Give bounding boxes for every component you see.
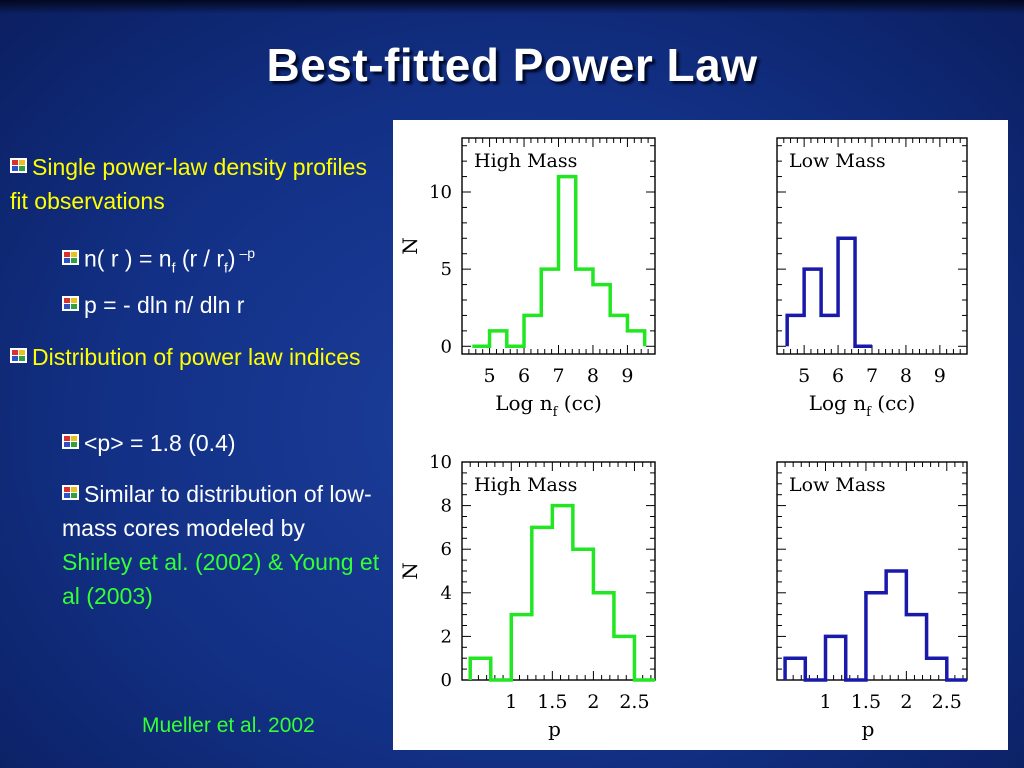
square-bullet-icon — [10, 158, 27, 173]
x-tick-label: 8 — [586, 365, 600, 387]
histogram-figure — [393, 120, 1008, 750]
bullet-text: <p> = 1.8 (0.4) — [84, 430, 236, 456]
panel-label: Low Mass — [789, 150, 886, 172]
panel-label: Low Mass — [789, 474, 886, 496]
slide-title: Best-fitted Power Law — [266, 39, 758, 91]
bullet-density-formula — [62, 236, 392, 284]
formula-superscript: –p — [235, 245, 256, 261]
x-axis-label: p — [548, 717, 561, 741]
x-tick-label: 2.5 — [619, 691, 650, 713]
bullet-distribution — [10, 340, 390, 374]
x-tick-label: 6 — [832, 365, 845, 387]
x-tick-label: 7 — [552, 365, 565, 387]
bullet-mean-p — [62, 426, 392, 460]
x-tick-label: 1.5 — [850, 691, 882, 713]
x-tick-label: 5 — [798, 365, 811, 387]
x-tick-label: 2.5 — [931, 691, 962, 713]
x-tick-label: 7 — [865, 365, 879, 387]
formula-part: n( r ) = n — [84, 245, 172, 272]
x-tick-label: 1.5 — [537, 691, 568, 713]
bullet-similar-distribution — [62, 477, 380, 613]
citation: Mueller et al. 2002 — [142, 714, 315, 737]
y-tick-label: 6 — [440, 539, 452, 561]
top-band — [0, 0, 1024, 14]
y-tick-label: 4 — [440, 582, 452, 604]
y-tick-label: 10 — [429, 182, 452, 203]
square-bullet-icon — [10, 348, 27, 363]
x-axis-label: p — [861, 717, 875, 741]
bullet-single-power-law — [10, 150, 390, 218]
reference-highlight: Shirley et al. (2002) & Young et al (2003) — [62, 549, 380, 609]
bullet-text: p = - dln n/ dln r — [84, 292, 245, 318]
y-tick-label: 0 — [440, 336, 452, 358]
histogram-series-top-left — [472, 177, 644, 347]
y-tick-label: 2 — [440, 626, 452, 648]
x-tick-label: 1 — [505, 691, 518, 713]
y-tick-label: 5 — [440, 259, 452, 281]
square-bullet-icon — [62, 434, 79, 449]
formula-subscript: f — [224, 259, 228, 276]
figure-panel — [393, 120, 1008, 750]
panel-label: High Mass — [474, 474, 578, 496]
x-tick-label: 8 — [899, 365, 912, 387]
bullet-text: Single power-law density profiles fit observations — [10, 154, 367, 214]
bullet-text: Distribution of power law indices — [32, 344, 361, 370]
y-axis-label: N — [398, 237, 422, 255]
y-tick-label: 10 — [429, 452, 452, 473]
x-axis-label: Log $n_f$ (cc) — [495, 391, 602, 420]
x-tick-label: 6 — [517, 365, 531, 387]
x-tick-label: 9 — [933, 365, 946, 387]
formula-part: ) — [227, 245, 236, 272]
bullet-text: Similar to distribution of low-mass cores modeled by — [62, 481, 372, 541]
histogram-series-top-right — [787, 238, 872, 346]
panel-label: High Mass — [474, 150, 578, 172]
y-axis-label: N — [398, 562, 422, 580]
y-tick-label: 0 — [440, 670, 452, 691]
x-tick-label: 9 — [621, 365, 634, 387]
x-axis-label: Log $n_f$ (cc) — [808, 391, 916, 420]
formula-part: (r / r — [175, 245, 224, 272]
square-bullet-icon — [62, 296, 79, 311]
x-tick-label: 5 — [483, 365, 496, 387]
x-tick-label: 2 — [587, 691, 600, 713]
formula-subscript: f — [171, 259, 176, 276]
x-tick-label: 1 — [819, 691, 832, 713]
x-tick-label: 2 — [900, 691, 913, 713]
histogram-series-bottom-right — [785, 571, 967, 680]
histogram-series-bottom-left — [470, 506, 655, 680]
square-bullet-icon — [62, 250, 79, 265]
bullet-p-definition — [62, 288, 392, 322]
y-tick-label: 8 — [440, 495, 452, 517]
square-bullet-icon — [62, 485, 79, 500]
